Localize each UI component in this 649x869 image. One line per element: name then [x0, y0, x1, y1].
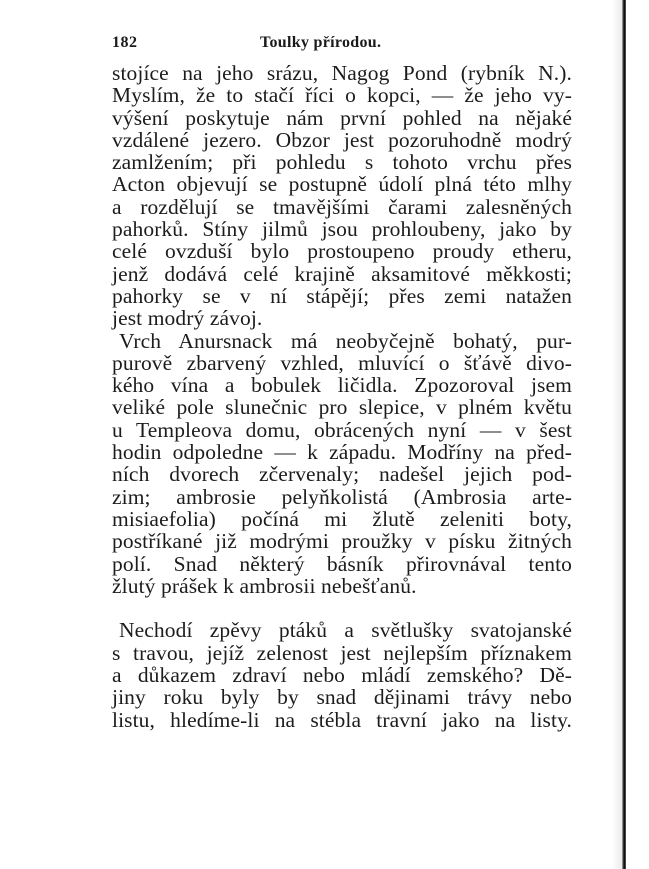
text-line: Myslím, že to stačí říci o kopci, — že jeho vy-	[112, 83, 572, 108]
text-line: jenž dodává celé krajině aksamitové měkkosti;	[112, 261, 572, 286]
text-line: ních dvorech zčervenaly; nadešel jejich pod-	[112, 462, 572, 487]
text-line: jiny roku byly by snad dějinami trávy nebo	[112, 685, 572, 710]
text-line: jest modrý závoj.	[112, 306, 263, 331]
text-line: a rozdělují se tmavějšími čarami zalesněných	[112, 194, 572, 219]
text-line: a důkazem zdraví nebo mládí zemského? Dě-	[112, 663, 572, 688]
text-line: stojíce na jeho srázu, Nagog Pond (rybník N.).	[112, 61, 572, 85]
text-line: polí. Snad některý básník přirovnával tento	[112, 551, 572, 576]
paragraph-3	[112, 619, 572, 730]
text-line: hodin odpoledne — k západu. Modříny na před-	[112, 440, 572, 465]
paragraph-2	[112, 330, 572, 598]
text-line: u Templeova domu, obrácených nyní — v šest	[112, 417, 572, 442]
paragraph-gap	[112, 597, 572, 619]
text-line: žlutý prášek k ambrosii nebešťanů.	[112, 573, 417, 598]
paragraph-1	[112, 62, 572, 330]
page-number: 182	[112, 34, 138, 51]
page-edge-line	[622, 0, 626, 869]
body-text	[112, 62, 572, 731]
text-line: zamlžením; při pohledu s tohoto vrchu přes	[112, 150, 572, 175]
text-line: zim; ambrosie pelyňkolistá (Ambrosia arte-	[112, 484, 572, 509]
running-head	[112, 34, 572, 56]
running-title: Toulky přírodou.	[260, 34, 382, 51]
text-line: veliké pole slunečnic pro slepice, v plném květu	[112, 395, 572, 420]
text-line: celé ovzduší bylo prostoupeno proudy etheru,	[112, 239, 572, 264]
text-line: misiaefolia) počíná mi žlutě zeleniti boty,	[112, 506, 572, 531]
text-line: vzdálené jezero. Obzor jest pozoruhodně modrý	[112, 127, 572, 152]
text-line: purově zbarvený vzhled, mluvící o šťávě divo-	[112, 350, 572, 375]
text-line: s travou, jejíž zelenost jest nejlepším příznakem	[112, 640, 572, 665]
text-line: pahorků. Stíny jilmů jsou prohloubeny, jako by	[112, 217, 572, 242]
text-line: listu, hledíme-li na stébla travní jako na listy.	[112, 707, 572, 732]
spine-shadow	[612, 0, 622, 869]
text-line: výšení poskytuje nám první pohled na nějaké	[112, 105, 572, 130]
text-line: Vrch Anursnack má neobyčejně bohatý, pur-	[119, 328, 572, 353]
text-line: pahorky se v ní stápějí; přes zemi natažen	[112, 283, 572, 308]
text-line: postříkané již modrými proužky v písku žitných	[112, 529, 572, 554]
text-line: Acton objevují se postupně údolí plná této mlhy	[112, 172, 572, 197]
text-line: kého vína a bobulek ličidla. Zpozoroval jsem	[112, 373, 572, 398]
text-line: Nechodí zpěvy ptáků a světlušky svatojanské	[119, 618, 572, 643]
